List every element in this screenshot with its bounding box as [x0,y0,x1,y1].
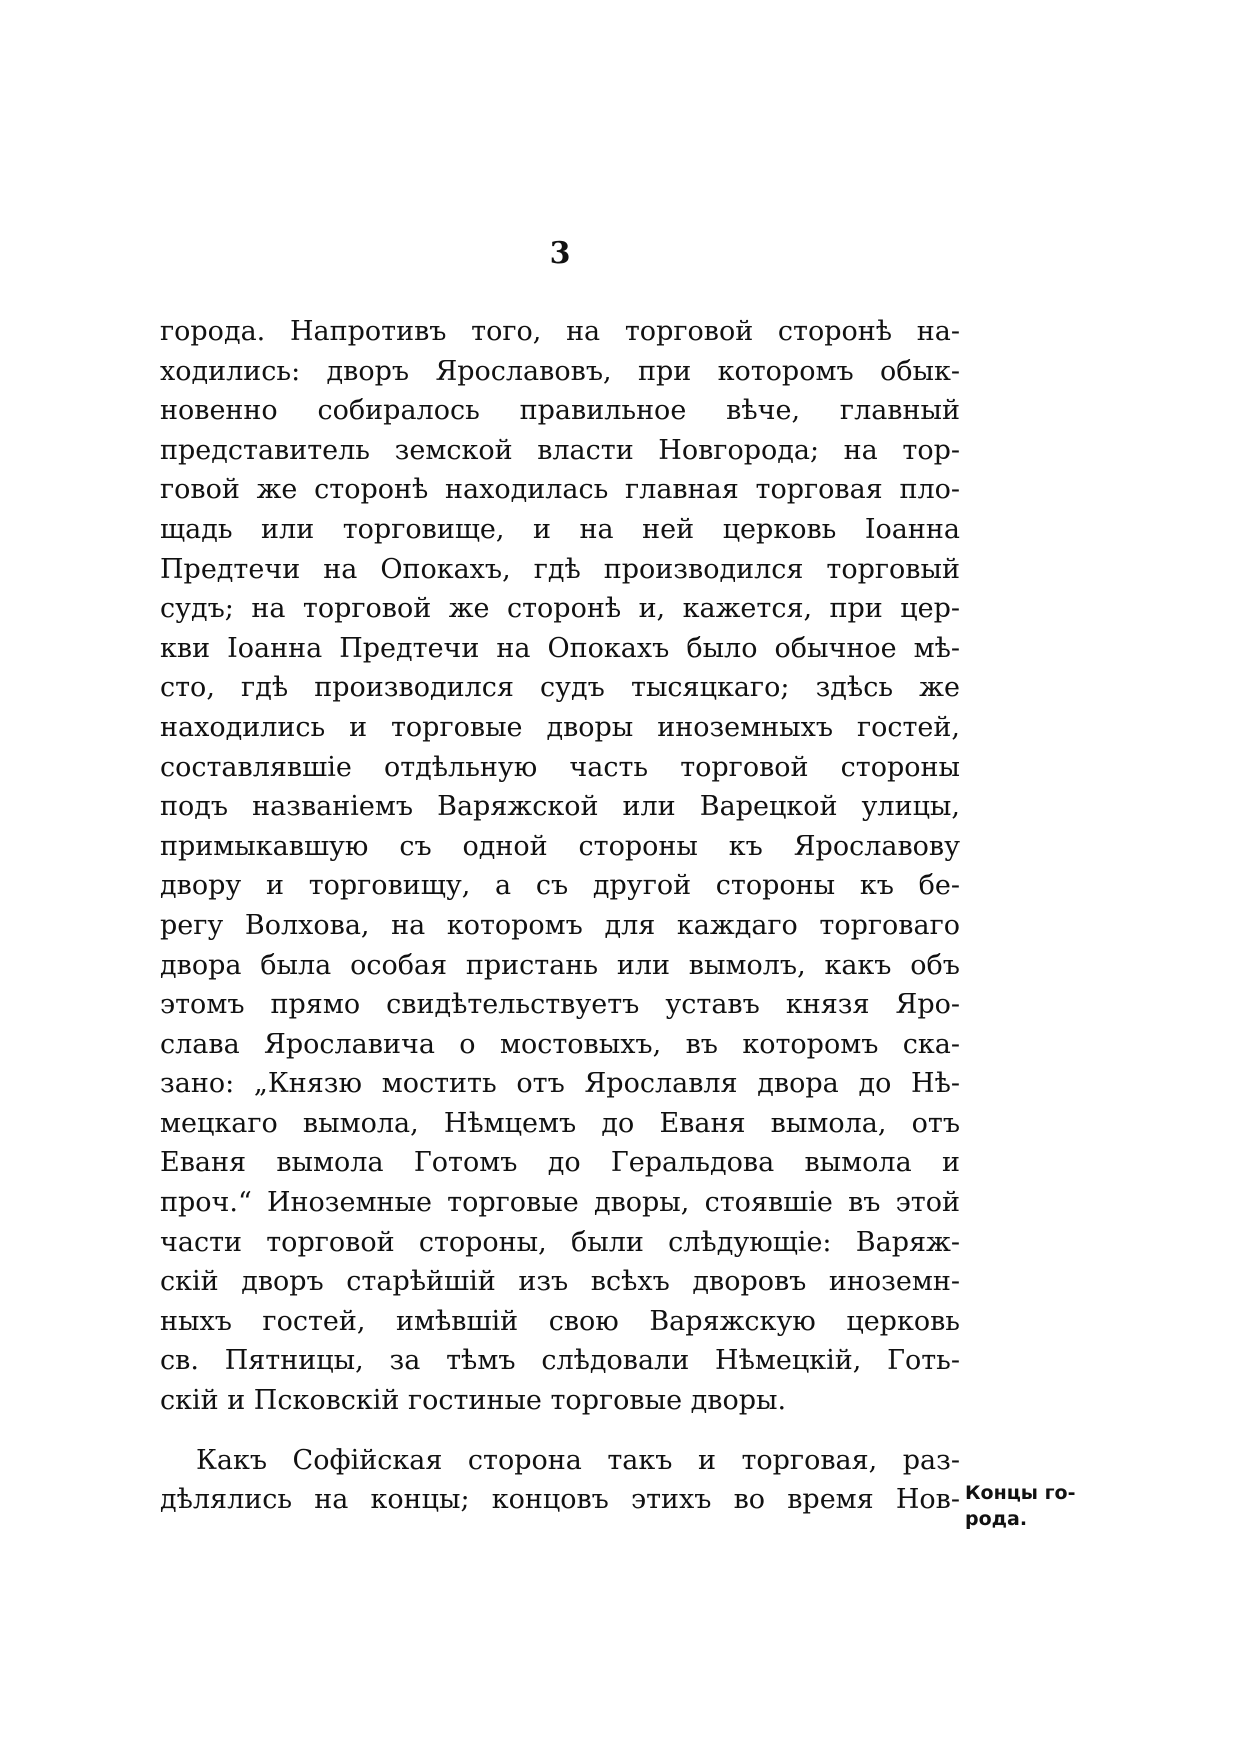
text-line: составлявшіе отдѣльную часть торговой стороны [160,751,960,783]
text-line: сто, гдѣ производился судъ тысяцкаго; здѣсь же [160,672,960,704]
text-line: регу Волхова, на которомъ для каждаго торговаго [160,909,960,941]
text-line: подъ названіемъ Варяжской или Варецкой улицы, [160,791,960,823]
text-line: этомъ прямо свидѣтельствуетъ уставъ князя Яро- [160,989,960,1021]
page-number: 3 [549,236,571,271]
text-line: проч.“ Иноземные торговые дворы, стоявшіе въ этой [160,1187,960,1219]
text-line: Еваня вымола Готомъ до Геральдова вымола и [160,1147,960,1179]
text-line: города. Напротивъ того, на торговой сторонѣ на- [160,316,960,347]
paragraph-2 [160,1441,960,1520]
paragraph-1 [160,312,960,1421]
text-line: представитель земской власти Новгорода; на тор- [160,434,960,466]
marginal-note [965,1480,1085,1532]
text-line: слава Ярославича о мостовыхъ, въ которомъ ска- [160,1028,960,1060]
text-line: новенно собиралось правильное вѣче, главный [160,395,960,427]
body-text [160,312,960,1520]
text-line: скій и Псковскій гостиные торговые дворы. [160,1385,787,1417]
text-line: зано: „Князю мостить отъ Ярославля двора до Нѣ- [160,1068,960,1100]
text-line: щадь или торговище, и на ней церковь Іоанна [160,513,960,545]
text-line: дѣлялись на концы; концовъ этихъ во время Нов- [160,1484,960,1516]
text-line: ходились: дворъ Ярославовъ, при которомъ обык- [160,355,960,387]
text-line: находились и торговые дворы иноземныхъ гостей, [160,711,960,743]
text-line: судъ; на торговой же сторонѣ и, кажется, при цер- [160,593,960,625]
marginal-note-line: Концы го- [965,1482,1076,1504]
text-line: Какъ Софійская сторона такъ и торговая, раз- [196,1444,960,1476]
paragraph-gap [160,1421,960,1441]
text-line: ныхъ гостей, имѣвшій свою Варяжскую церковь [160,1305,960,1337]
text-line: мецкаго вымола, Нѣмцемъ до Еваня вымола, отъ [160,1107,960,1139]
text-line: кви Іоанна Предтечи на Опокахъ было обычное мѣ- [160,632,960,664]
text-line: скій дворъ старѣйшій изъ всѣхъ дворовъ иноземн- [160,1266,960,1298]
text-line: части торговой стороны, были слѣдующіе: Варяж- [160,1226,960,1258]
text-line: Предтечи на Опокахъ, гдѣ производился торговый [160,553,960,585]
text-line: двору и торговищу, а съ другой стороны къ бе- [160,870,960,902]
text-line: примыкавшую съ одной стороны къ Ярославову [160,830,960,862]
text-line: говой же сторонѣ находилась главная торговая пло- [160,474,960,506]
text-line: св. Пятницы, за тѣмъ слѣдовали Нѣмецкій, Готь- [160,1345,960,1377]
text-line: двора была особая пристань или вымолъ, какъ объ [160,949,960,981]
marginal-note-line: рода. [965,1508,1028,1530]
